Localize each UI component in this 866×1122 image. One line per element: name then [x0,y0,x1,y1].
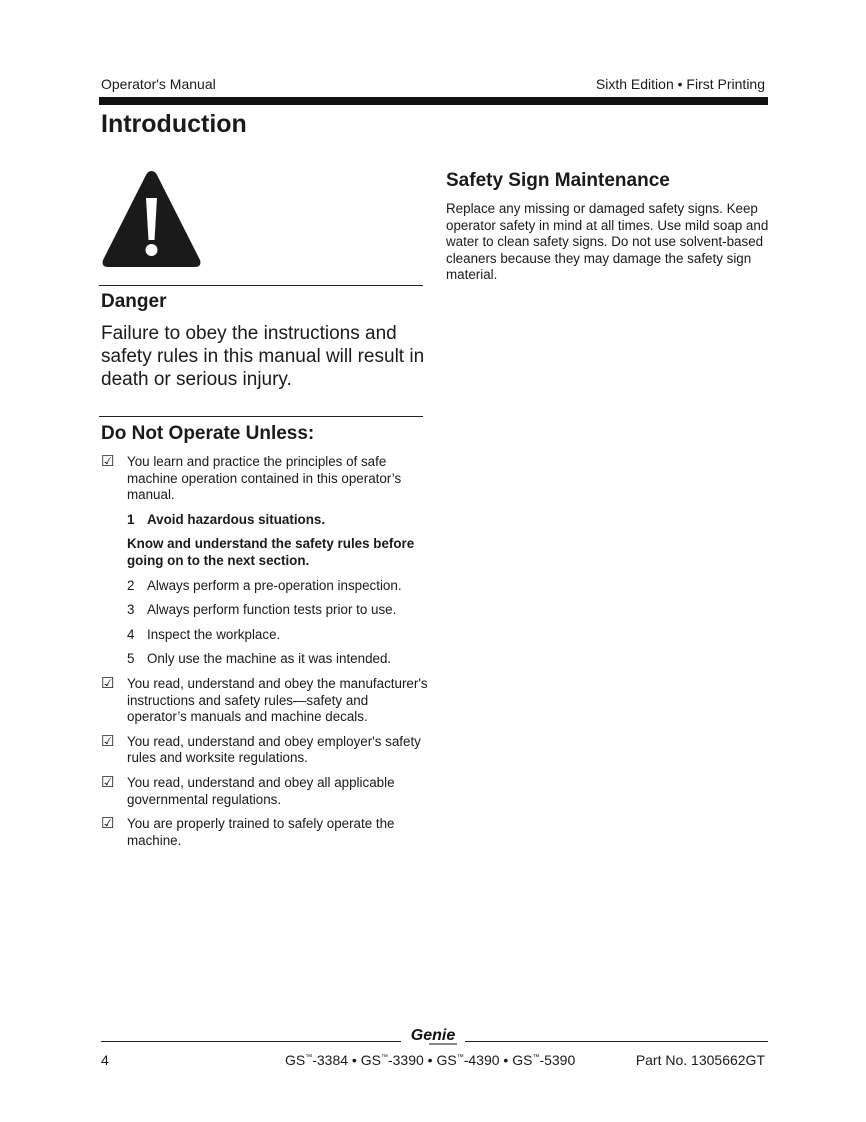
danger-top-rule [99,285,423,286]
list-item-text: You are properly trained to safely operate the machine. [127,816,395,848]
step-item [101,627,431,644]
step-text: Avoid hazardous situations. [147,511,326,527]
header-rule [99,97,768,105]
section-rule [99,416,423,417]
list-item-text: You read, understand and obey all applicable governmental regulations. [127,774,395,807]
genie-logo-text: Genie [410,1027,456,1044]
do-not-operate-heading: Do Not Operate Unless: [101,423,315,444]
list-item [101,454,431,504]
genie-logo [405,1024,461,1048]
footer-rule-left [101,1041,401,1042]
step-text: Always perform function tests prior to use. [147,602,397,618]
step-number: 5 [127,651,135,667]
danger-text: Failure to obey the instructions and safety rules in this manual will result in death or serious injury. [101,323,425,390]
step-item [101,578,431,595]
step-number: 1 [127,511,135,527]
part-number: Part No. 1305662GT [635,1052,765,1068]
list-item [101,734,431,767]
header-edition: Sixth Edition • First Printing [595,76,765,92]
do-not-operate-list [101,454,431,857]
list-item [101,816,431,849]
safety-sign-heading: Safety Sign Maintenance [446,170,670,191]
model-list: GS™-3384 • GS™-3390 • GS™-4390 • GS™-5390 [285,1052,576,1068]
page-number: 4 [101,1052,109,1068]
step-text: Always perform a pre-operation inspection. [147,577,402,593]
list-item-text: You read, understand and obey employer's safety rules and worksite regulations. [127,733,421,766]
step-number: 3 [127,602,135,618]
list-item-text: You read, understand and obey the manufacturer's instructions and safety rules—safety and operator’s manuals and machine decals. [127,675,428,725]
danger-heading: Danger [101,291,167,312]
step-text: Inspect the workplace. [147,626,281,642]
list-item [101,676,431,726]
header-manual-title: Operator's Manual [101,76,216,92]
list-item-text: You learn and practice the principles of safe machine operation contained in this operator’s manual. [127,454,402,503]
safety-sign-text: Replace any missing or damaged safety signs. Keep operator safety in mind at all times. Use mild soap and water to clean safety signs. Do not use solvent-based cleaners because they may damage the safety sign material. [446,201,769,283]
step-number: 4 [127,626,135,642]
warning-triangle-icon [100,168,203,270]
checkbox-icon: ☑ [101,815,115,833]
page-title: Introduction [101,110,247,138]
step-number: 2 [127,577,135,593]
safety-rules-note: Know and understand the safety rules before going on to the next section. [127,536,415,568]
checkbox-icon: ☑ [101,453,115,470]
step-text: Only use the machine as it was intended. [147,651,392,667]
step-item [101,512,431,529]
checkbox-icon: ☑ [101,674,115,692]
step-item [101,651,431,668]
checkbox-icon: ☑ [101,773,115,791]
step-item [101,602,431,619]
footer-rule-right [465,1041,768,1042]
list-item [101,775,431,808]
checkbox-icon: ☑ [101,732,115,750]
